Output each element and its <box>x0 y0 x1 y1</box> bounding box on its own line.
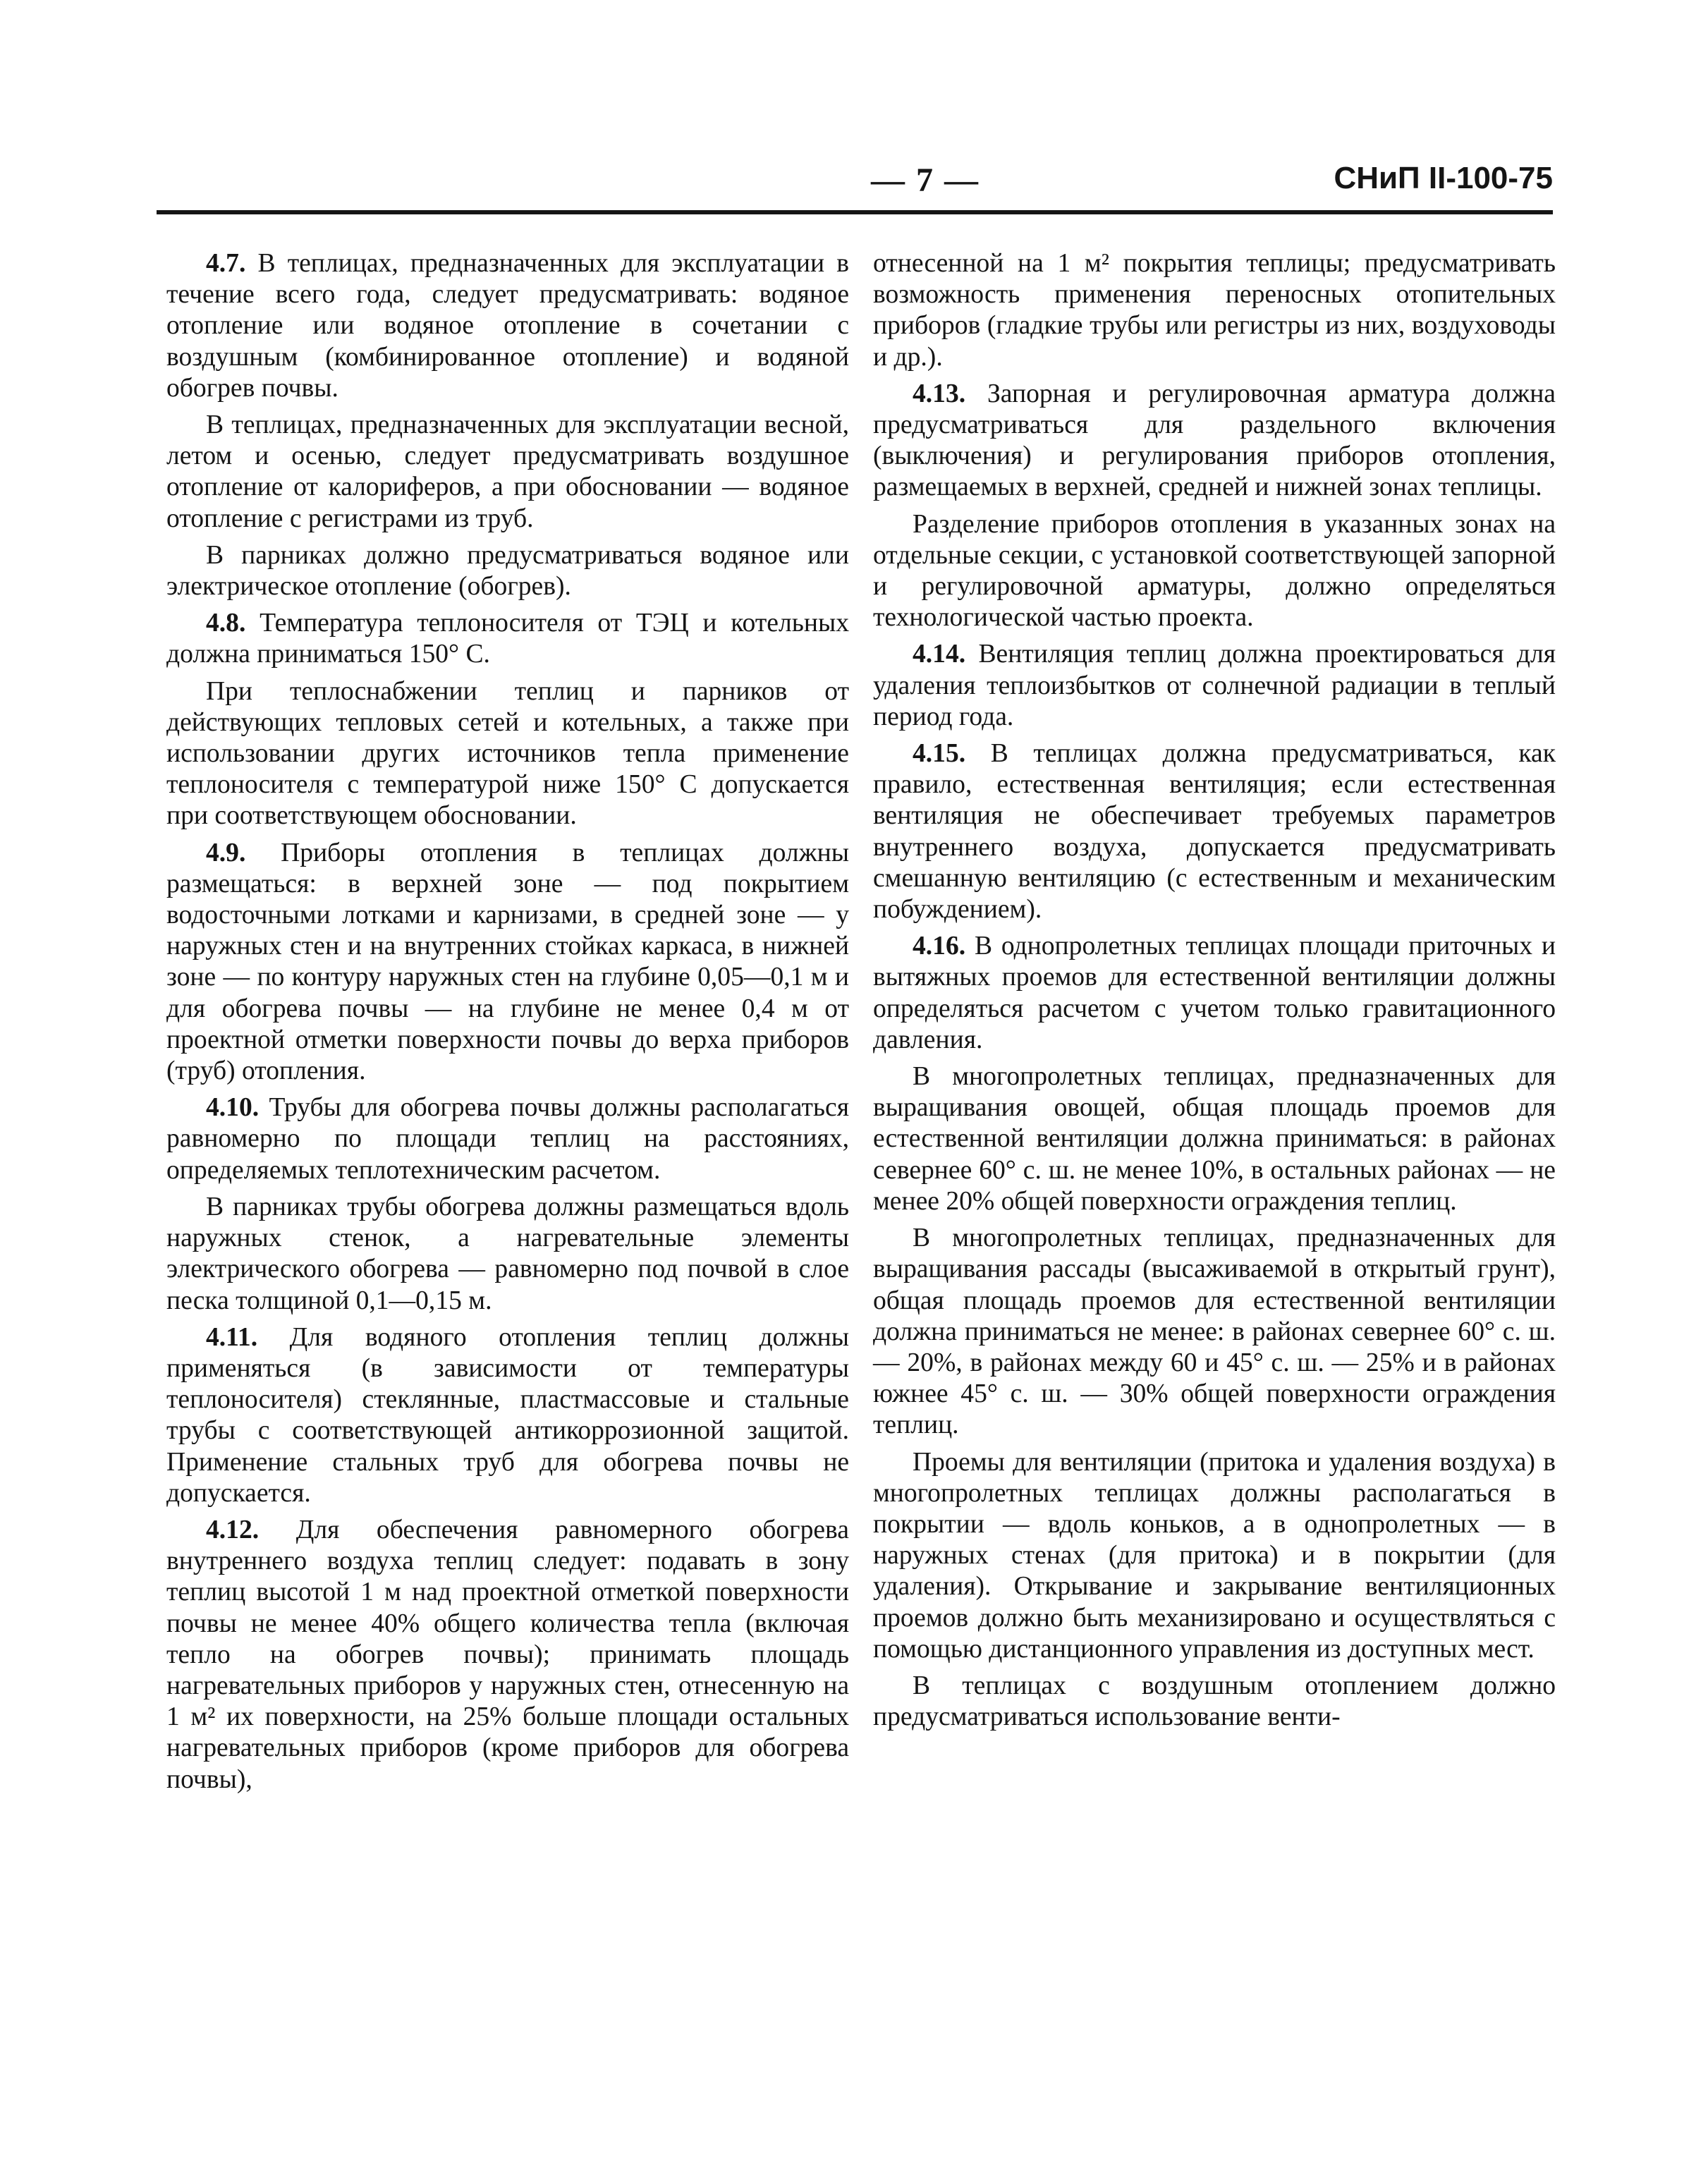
paragraph-text: При теплоснабжении теплиц и парников от действующих тепловых сетей и котельных, а также при использовании других источников тепла применение теплоносителя с температурой ниже 150° С допускается при соответствующем обосновании. <box>166 676 849 831</box>
paragraph-text: В парниках трубы обогрева должны размещаться вдоль наружных стенок, а нагревательные элементы электрического обогрева — равномерно под почвой в слое песка толщиной 0,1—0,15 м. <box>166 1192 849 1315</box>
paragraph <box>166 1515 849 1795</box>
paragraph <box>873 1061 1556 1217</box>
paragraph-text: Трубы для обогрева почвы должны располагаться равномерно по площади теплиц на расстояниях, определяемых теплотехническим расчетом. <box>166 1093 849 1185</box>
clause-number: 4.14. <box>913 640 966 669</box>
paragraph-text: Вентиляция теплиц должна проектироваться для удаления теплоизбытков от солнечной радиации в теплый период года. <box>873 640 1556 731</box>
paragraph <box>873 1223 1556 1441</box>
paragraph-text: В однопролетных теплицах площади приточных и вытяжных проемов для естественной вентиляции должны определяться расчетом с учетом только гравитационного давления. <box>873 932 1556 1054</box>
paragraph-text: Приборы отопления в теплицах должны размещаться: в верхней зоне — под покрытием водосточными лотками и карнизами, в средней зоне — у наружных стен и на внутренних стойках каркаса, в нижней зоне — по контуру наружных стен на глубине 0,05—0,1 м и для обогрева почвы — на глубине не менее 0,4 м от проектной отметки поверхности почвы до верха приборов (труб) отопления. <box>166 838 849 1086</box>
paragraph-text: Для обеспечения равномерного обогрева внутреннего воздуха теплиц следует: подавать в зону теплиц высотой 1 м над проектной отметкой поверхности почвы не менее 40% общего количества тепла (включая тепло на обогрев почвы); принимать площадь нагревательных приборов у наружных стен, отнесенную на 1 м² их поверхности, на 25% больше площади остальных нагревательных приборов (кроме приборов для обогрева почвы), <box>166 1515 849 1794</box>
paragraph <box>873 379 1556 504</box>
paragraph-text: В теплицах должна предусматриваться, как правило, естественная вентиляция; если естественная вентиляция не обеспечивает требуемых параметров внутреннего воздуха, допускается предусматривать смешанную вентиляцию (с естественным и механическим побуждением). <box>873 739 1556 925</box>
paragraph-text: В теплицах с воздушным отоплением должно предусматриваться использование венти- <box>873 1671 1556 1732</box>
paragraph-text: В парниках должно предусматриваться водяное или электрическое отопление (обогрев). <box>166 540 849 602</box>
header-rule <box>157 210 1553 214</box>
page-header <box>157 161 1553 217</box>
paragraph <box>166 248 849 404</box>
paragraph-text: Проемы для вентиляции (притока и удаления воздуха) в многопролетных теплицах должны располагаться в покрытии — вдоль коньков, а в однопролетных — в наружных стенах (для притока) и в покрытии (для удаления). Открывание и закрывание вентиляционных проемов должно быть механизировано и осуществляться с помощью дистанционного управления из доступных мест. <box>873 1447 1556 1664</box>
clause-number: 4.10. <box>206 1093 260 1123</box>
paragraph <box>166 676 849 832</box>
paragraph-text: отнесенной на 1 м² покрытия теплицы; предусматривать возможность применения переносных отопительных приборов (гладкие трубы или регистры из них, воздуховоды и др.). <box>873 249 1556 372</box>
paragraph <box>166 1092 849 1186</box>
paragraph-text: В теплицах, предназначенных для эксплуатации весной, летом и осенью, следует предусматривать воздушное отопление от калориферов, а при обосновании — водяное отопление с регистрами из труб. <box>166 410 849 533</box>
paragraph-text: Запорная и регулировочная арматура должна предусматриваться для раздельного включения (выключения) и регулирования приборов отопления, размещаемых в верхней, средней и нижней зонах теплицы. <box>873 379 1556 502</box>
paragraph-text: Температура теплоносителя от ТЭЦ и котельных должна приниматься 150° С. <box>166 609 849 669</box>
paragraph-text: В теплицах, предназначенных для эксплуатации в течение всего года, следует предусматривать: водяное отопление или водяное отопление в сочетании с воздушным (комбинированное отопление) и водяной обогрев почвы. <box>166 249 849 403</box>
paragraph-text: В многопролетных теплицах, предназначенных для выращивания рассады (высаживаемой в открытый грунт), общая площадь проемов для естественной вентиляции должна приниматься не менее: в районах севернее 60° с. ш. — 20%, в районах между 60 и 45° с. ш. — 25% и в районах южнее 45° с. ш. — 30% общей поверхности ограждения теплиц. <box>873 1224 1556 1440</box>
paragraph <box>166 1322 849 1509</box>
clause-number: 4.12. <box>206 1515 260 1544</box>
paragraph <box>166 540 849 602</box>
clause-number: 4.8. <box>206 609 246 638</box>
paragraph <box>166 608 849 670</box>
paragraph <box>166 410 849 535</box>
document-code: СНиП II-100-75 <box>1334 161 1553 195</box>
paragraph <box>166 838 849 1087</box>
clause-number: 4.7. <box>206 249 246 278</box>
clause-number: 4.11. <box>206 1322 258 1352</box>
paragraph-text: Для водяного отопления теплиц должны применяться (в зависимости от температуры теплоносителя) стеклянные, пластмассовые и стальные трубы с соответствующей антикоррозионной защитой. Применение стальных труб для обогрева почвы не допускается. <box>166 1322 849 1508</box>
paragraph <box>873 738 1556 925</box>
clause-number: 4.15. <box>913 739 966 769</box>
paragraph-text: Разделение приборов отопления в указанных зонах на отдельные секции, с установкой соответствующей запорной и регулировочной арматуры, должно определяться технологической частью проекта. <box>873 509 1556 633</box>
paragraph <box>873 931 1556 1056</box>
page-number: — 7 — <box>871 161 980 199</box>
paragraph <box>873 248 1556 373</box>
clause-number: 4.16. <box>913 932 966 961</box>
paragraph <box>873 639 1556 733</box>
paragraph-text: В многопролетных теплицах, предназначенных для выращивания овощей, общая площадь проемов для естественной вентиляции должна приниматься: в районах севернее 60° с. ш. не менее 10%, в остальных районах — не менее 20% общей поверхности ограждения теплиц. <box>873 1062 1556 1216</box>
paragraph <box>166 1192 849 1317</box>
paragraph <box>873 509 1556 634</box>
clause-number: 4.13. <box>913 379 966 408</box>
right-column <box>873 248 1556 1738</box>
left-column <box>166 248 849 1801</box>
paragraph <box>873 1671 1556 1733</box>
clause-number: 4.9. <box>206 838 246 867</box>
paragraph <box>873 1447 1556 1665</box>
